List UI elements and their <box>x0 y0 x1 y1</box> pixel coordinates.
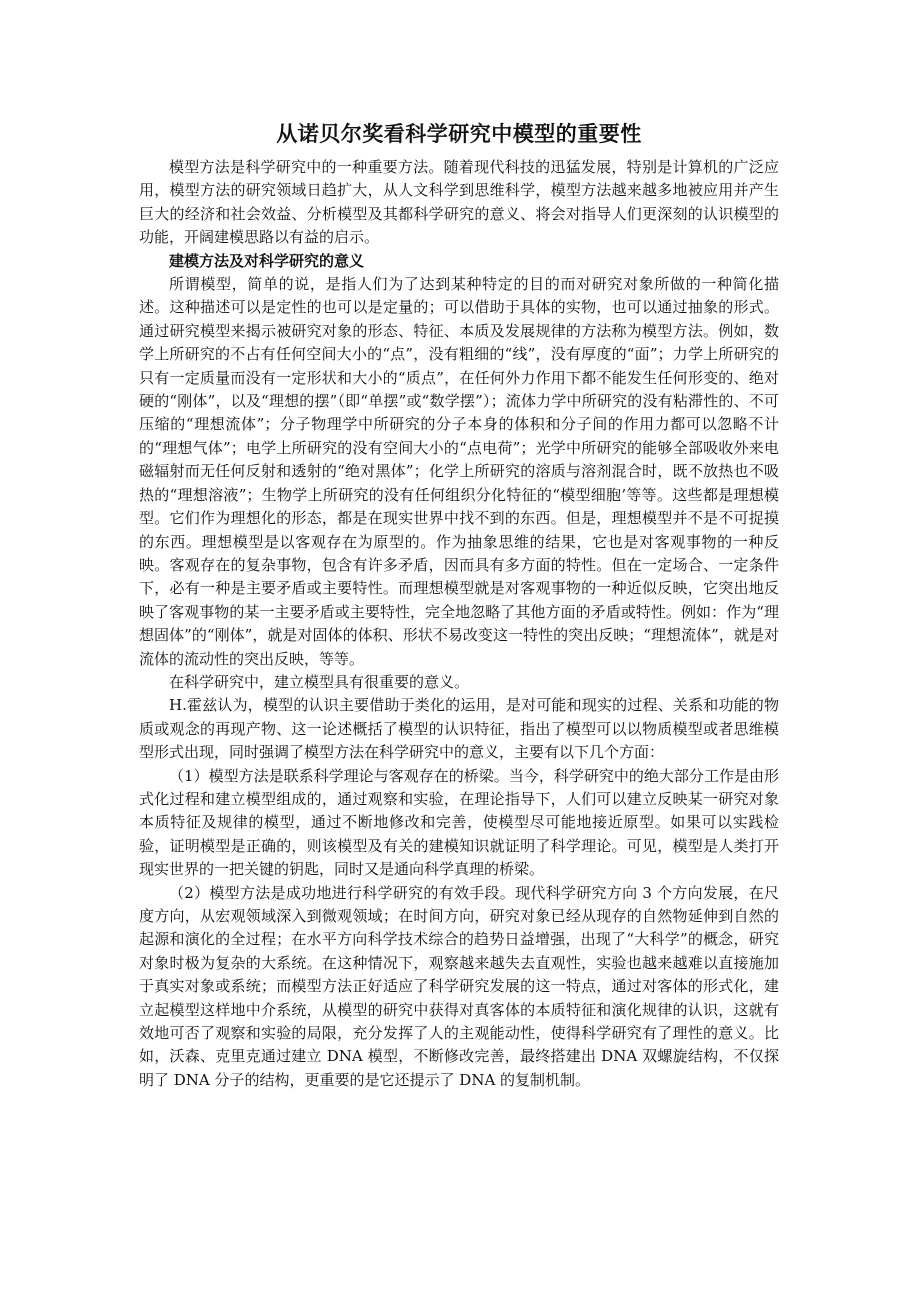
body-paragraph: （1）模型方法是联系科学理论与客观存在的桥梁。当今，科学研究中的绝大部分工作是由形式化过程和建立模型组成的，通过观察和实验，在理论指导下，人们可以建立反映某一研究对象本质特征及规律的模型，通过不断地修改和完善，使模型尽可能地接近原型。如果可以实践检验，证明模型是正确的，则该模型及有关的建模知识就证明了科学理论。可见，模型是人类打开现实世界的一把关键的钥匙，同时又是通向科学真理的桥梁。 <box>139 766 779 879</box>
section-heading: 建模方法及对科学研究的意义 <box>169 251 365 270</box>
document-title: 从诺贝尔奖看科学研究中模型的重要性 <box>276 122 642 146</box>
intro-paragraph: 模型方法是科学研究中的一种重要方法。随着现代科技的迅猛发展，特别是计算机的广泛应用，模型方法的研究领域日趋扩大，从人文科学到思维科学，模型方法越来越多地被应用并产生巨大的经济和社会效益、分析模型及其都科学研究的意义、将会对指导人们更深刻的认识模型的功能，开阔建模思路以有益的启示。 <box>139 158 779 247</box>
body-paragraph: 所谓模型，简单的说，是指人们为了达到某种特定的目的而对研究对象所做的一种简化描述。这种描述可以是定性的也可以是定量的；可以借助于具体的实物，也可以通过抽象的形式。通过研究模型来揭示被研究对象的形态、特征、本质及发展规律的方法称为模型方法。例如，数学上所研究的不占有任何空间大小的“点”，没有粗细的“线”，没有厚度的“面”；力学上所研究的只有一定质量而没有一定形状和大小的“质点”，在任何外力作用下都不能发生任何形变的、绝对硬的“刚体”，以及“理想的摆”（即“单摆”或“数学摆”）；流体力学中所研究的没有粘滞性的、不可压缩的“理想流体”；分子物理学中所研究的分子本身的体积和分子间的作用力都可以忽略不计的“理想气体”；电学上所研究的没有空间大小的“点电荷”；光学中所研究的能够全部吸收外来电磁辐射而无任何反射和透射的“绝对黑体”；化学上所研究的溶质与溶剂混合时，既不放热也不吸热的“理想溶液”；生物学上所研究的没有任何组织分化特征的“模型细胞’等等。这些都是理想模型。它们作为理想化的形态，都是在现实世界中找不到的东西。但是，理想模型并不是不可捉摸的东西。理想模型是以客观存在为原型的。作为抽象思维的结果，它也是对客观事物的一种反映。客观存在的复杂事物，包含有许多矛盾，因而具有多方面的特性。但在一定场合、一定条件下，必有一种是主要矛盾或主要特性。而理想模型就是对客观事物的一种近似反映，它突出地反映了客观事物的某一主要矛盾或主要特性，完全地忽略了其他方面的矛盾或特性。例如：作为“理想固体”的“刚体”，就是对固体的体积、形状不易改变这一特性的突出反映；“理想流体”，就是对流体的流动性的突出反映，等等。 <box>139 275 779 668</box>
body-paragraph: （2）模型方法是成功地进行科学研究的有效手段。现代科学研究方向 3 个方向发展，在尺度方向，从宏观领域深入到微观领域；在时间方向，研究对象已经从现存的自然物延伸到自然的起源和演化的全过程；在水平方向科学技术综合的趋势日益增强，出现了“大科学”的概念，研究对象时极为复杂的大系统。在这种情况下，观察越来越失去直观性，实验也越来越难以直接施加于真实对象或系统；而模型方法正好适应了科学研究发展的这一特点，通过对客体的形式化，建立起模型这样地中介系统，从模型的研究中获得对真客体的本质特征和演化规律的认识，这就有效地可否了观察和实验的局限，充分发挥了人的主观能动性，使得科学研究有了理性的意义。比如，沃森、克里克通过建立 DNA 模型，不断修改完善，最终搭建出 DNA 双螺旋结构，不仅探明了 DNA 分子的结构，更重要的是它还提示了 DNA 的复制机制。 <box>139 883 779 1089</box>
body-paragraph: 在科学研究中，建立模型具有很重要的意义。 <box>169 672 470 691</box>
body-paragraph: H.霍兹认为，模型的认识主要借助于类化的运用，是对可能和现实的过程、关系和功能的物质或观念的再现产物、这一论述概括了模型的认识特征，指出了模型可以以物质模型或者思维模型形式出现，同时强调了模型方法在科学研究中的意义，主要有以下几个方面： <box>139 696 779 762</box>
